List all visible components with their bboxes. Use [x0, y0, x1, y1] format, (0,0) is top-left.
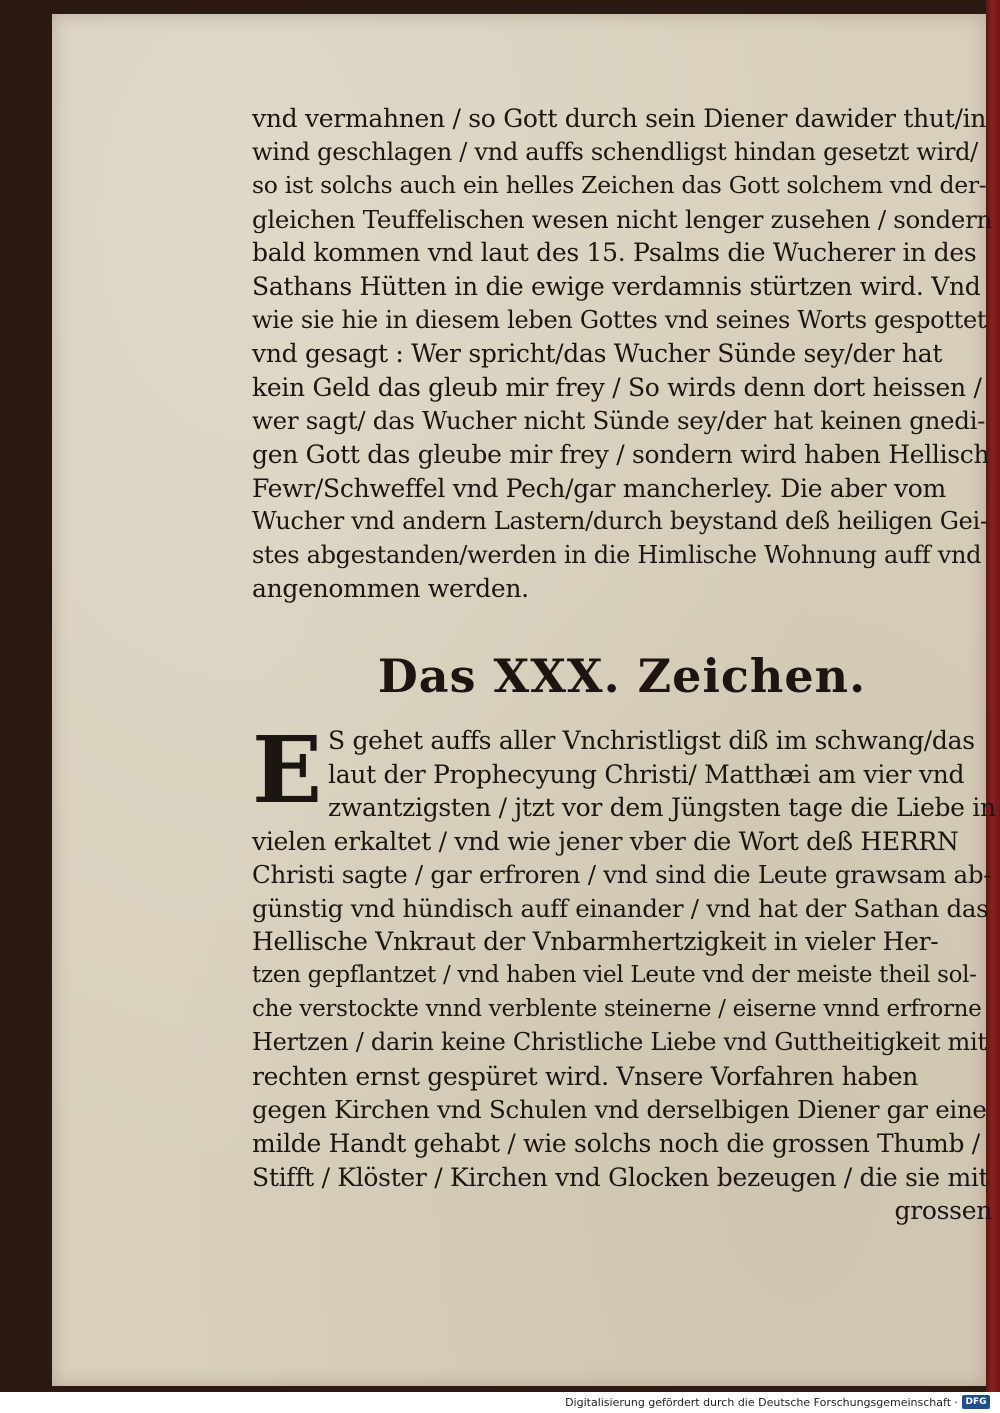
- text-line: so ist solchs auch ein helles Zeichen das Gott solchem vnd der-: [252, 171, 987, 200]
- text-line: vnd vermahnen / so Gott durch sein Diener dawider thut/in: [252, 104, 987, 133]
- text-line: gen Gott das gleube mir frey / sondern wird haben Hellisch: [252, 439, 990, 469]
- text-line: vielen erkaltet / vnd wie jener vber die Wort deß HERRN: [252, 826, 959, 856]
- book-page: [52, 14, 996, 1386]
- paragraph-2: [252, 715, 996, 1228]
- text-line: zwantzigsten / jtzt vor dem Jüngsten tage die Liebe in: [328, 793, 996, 823]
- paragraph-1: [252, 102, 992, 606]
- catchword: grossen: [894, 1196, 992, 1226]
- drop-cap: E: [252, 715, 323, 824]
- text-line: Stifft / Klöster / Kirchen vnd Glocken bezeugen / die sie mit: [252, 1162, 989, 1192]
- paragraph-2-indented-lines: [252, 715, 996, 825]
- text-line: kein Geld das gleub mir frey / So wirds denn dort heissen /: [252, 372, 982, 402]
- text-line: Hellische Vnkraut der Vnbarmhertzigkeit in vieler Her-: [252, 927, 939, 957]
- text-line: gegen Kirchen vnd Schulen vnd derselbigen Diener gar eine: [252, 1095, 987, 1125]
- text-line: gleichen Teuffelischen wesen nicht lenger zusehen / sondern: [252, 204, 992, 234]
- text-line: wie sie hie in diesem leben Gottes vnd seines Worts gespottet: [252, 305, 987, 334]
- text-line: S gehet auffs aller Vnchristligst diß im schwang/das: [328, 725, 975, 755]
- text-line: rechten ernst gespüret wird. Vnsere Vorfahren haben: [252, 1061, 919, 1091]
- footer-credit: Digitalisierung gefördert durch die Deutsche Forschungsgemeinschaft ·: [565, 1396, 958, 1409]
- section-heading: Das XXX. Zeichen.: [377, 648, 867, 703]
- text-line: Christi sagte / gar erfroren / vnd sind die Leute grawsam ab-: [252, 860, 992, 890]
- text-line: milde Handt gehabt / wie solchs noch die grossen Thumb /: [252, 1129, 980, 1159]
- text-line: Wucher vnd andern Lastern/durch beystand deß heiligen Gei-: [252, 507, 988, 536]
- paragraph-2-lines: [252, 825, 992, 1195]
- text-line: Hertzen / darin keine Christliche Liebe vnd Guttheitigkeit mit: [252, 1028, 987, 1057]
- text-line: vnd gesagt : Wer spricht/das Wucher Sünde sey/der hat: [252, 339, 943, 369]
- footer-bar: [0, 1392, 1000, 1413]
- text-line: angenommen werden.: [252, 574, 529, 604]
- text-line: laut der Prophecyung Christi/ Matthæi am vier vnd: [328, 759, 965, 789]
- text-line: bald kommen vnd laut des 15. Psalms die Wucherer in des: [252, 238, 977, 268]
- text-line: wer sagt/ das Wucher nicht Sünde sey/der hat keinen gnedi-: [252, 406, 986, 436]
- text-line: che verstockte vnnd verblente steinerne / eiserne vnnd erfrorne: [252, 995, 982, 1022]
- text-line: stes abgestanden/werden in die Himlische Wohnung auff vnd: [252, 540, 982, 569]
- text-line: günstig vnd hündisch auff einander / vnd hat der Sathan das: [252, 893, 989, 923]
- text-line: Sathans Hütten in die ewige verdamnis stürtzen wird. Vnd: [252, 271, 981, 301]
- text-line: wind geschlagen / vnd auffs schendligst hindan gesetzt wird/: [252, 137, 978, 166]
- dfg-logo: DFG: [962, 1395, 990, 1409]
- text-line: tzen gepflantzet / vnd haben viel Leute vnd der meiste theil sol-: [252, 962, 977, 989]
- page-text: [252, 102, 996, 1228]
- text-line: Fewr/Schweffel vnd Pech/gar mancherley. Die aber vom: [252, 473, 946, 503]
